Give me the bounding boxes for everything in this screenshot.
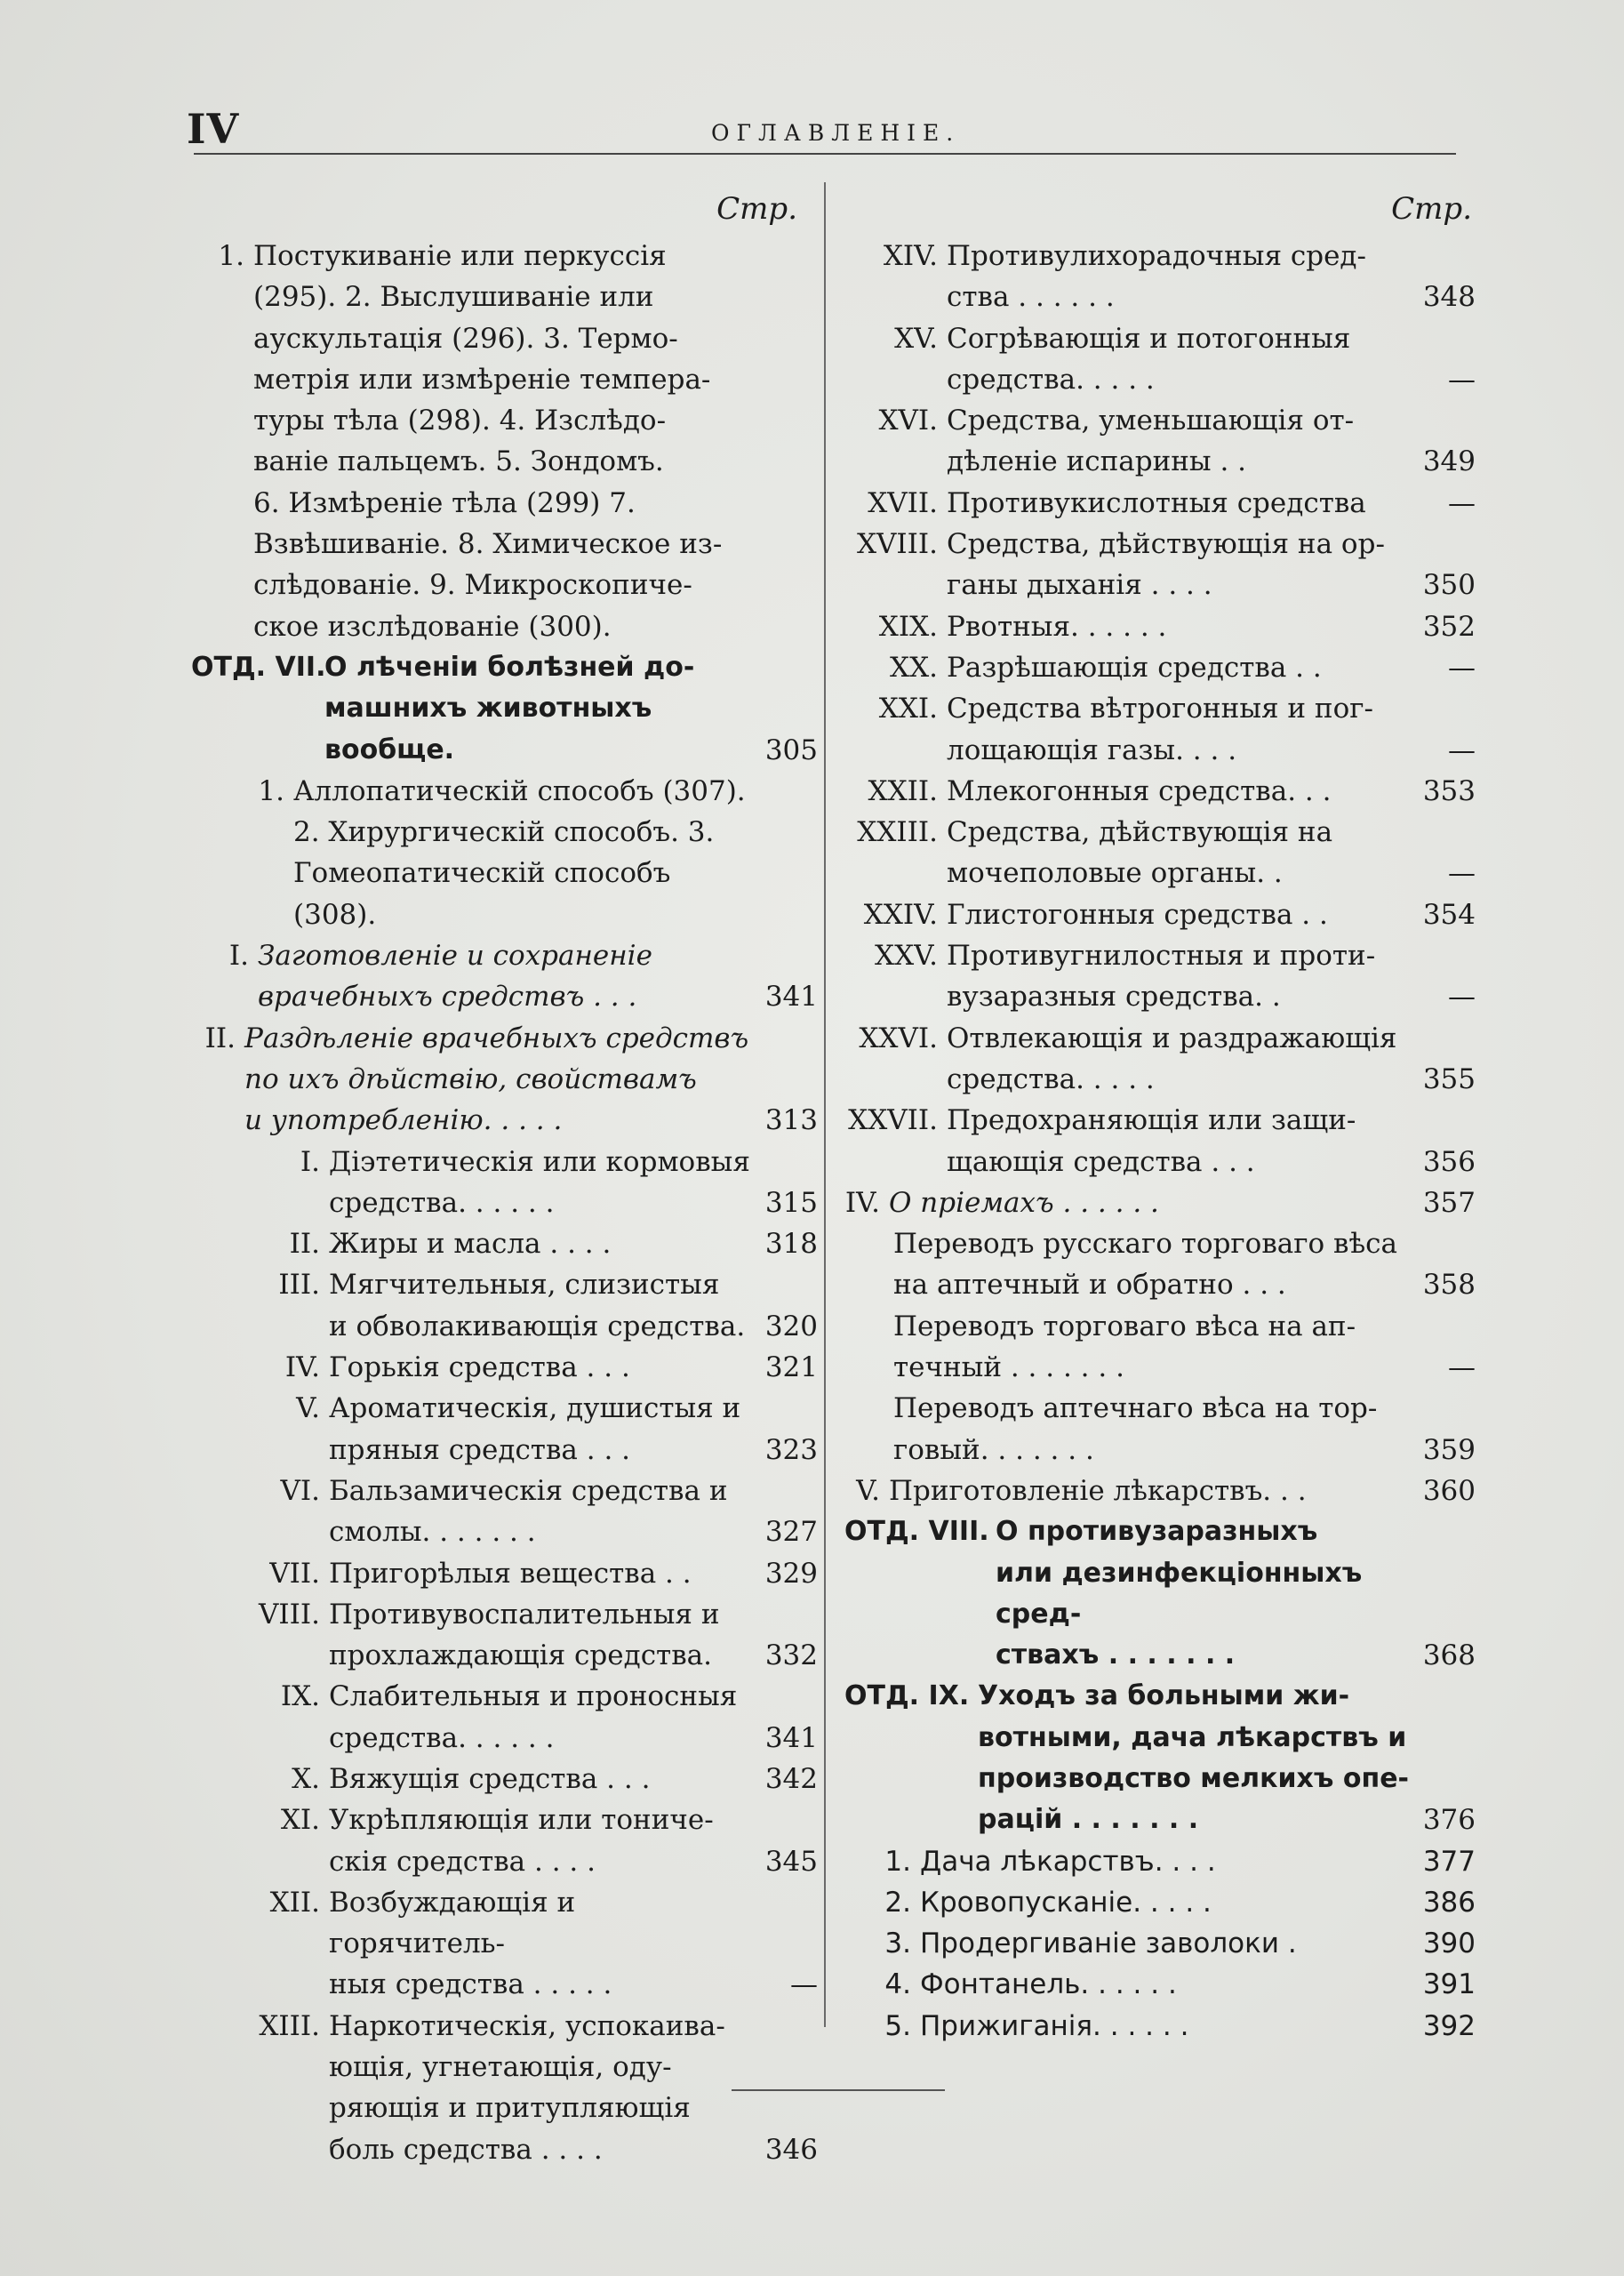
toc-entry	[844, 812, 1476, 894]
toc-entry-title: Рвотныя. . . . . .	[947, 610, 1167, 643]
toc-entry-number: X.	[292, 1762, 320, 1795]
toc-entry-page: 359	[1422, 1433, 1476, 1466]
toc-entry-title: Переводъ аптечнаго вѣса на тор- говый. . . . . . .	[893, 1392, 1378, 1466]
toc-entry-page: 352	[1422, 610, 1476, 643]
toc-entry-title: Пригорѣлыя вещества . .	[329, 1557, 692, 1590]
toc-entry-number: II.	[204, 1022, 236, 1054]
toc-entry-number: V.	[856, 1474, 880, 1507]
toc-entry	[844, 483, 1476, 524]
toc-entry	[844, 236, 1476, 318]
toc-entry-number: 2.	[884, 1886, 911, 1919]
toc-entry-page: 354	[1422, 898, 1476, 931]
toc-entry-title: Вяжущія средства . . .	[329, 1762, 651, 1795]
toc-entry	[191, 1471, 818, 1553]
toc-entry	[844, 935, 1476, 1018]
toc-entry-page: 368	[1422, 1639, 1476, 1672]
toc-entry-title: Наркотическія, успокаива- ющія, угнетающія, оду- ряющія и притупляющія боль средства . . . .	[329, 2009, 725, 2166]
toc-entry-number: XVIII.	[856, 528, 938, 561]
toc-entry-title: О пріемахъ . . . . . .	[889, 1186, 1159, 1219]
toc-entry-title: Переводъ русскаго торговаго вѣса на аптечный и обратно . . .	[893, 1228, 1398, 1302]
toc-entry-page: 305	[764, 733, 818, 766]
toc-entry-number: ОТД. VIII.	[844, 1516, 989, 1548]
toc-entry-number	[844, 1223, 893, 1306]
toc-entry-page: —	[1448, 857, 1476, 890]
page-number: IV	[187, 105, 240, 153]
toc-entry-number: XX.	[890, 651, 938, 684]
toc-entry-number: IX.	[280, 1680, 320, 1713]
toc-entry-number	[844, 1306, 893, 1389]
toc-entry	[844, 400, 1476, 483]
toc-entry	[191, 1759, 818, 1799]
toc-entry-page: 315	[764, 1186, 818, 1219]
toc-entry	[844, 1182, 1476, 1223]
toc-entry	[844, 1018, 1476, 1101]
column-divider	[824, 182, 826, 2027]
toc-entry-page: —	[1448, 981, 1476, 1014]
toc-entry-page: 320	[764, 1310, 818, 1342]
toc-entry-page: 345	[764, 1845, 818, 1878]
toc-entry	[191, 1264, 818, 1347]
toc-entry-title: Діэтетическія или кормовыя средства. . . . . .	[329, 1145, 750, 1219]
toc-entry	[191, 1799, 818, 1882]
toc-entry-page: 386	[1422, 1886, 1476, 1919]
toc-entry-title: Разрѣшающія средства . .	[947, 651, 1322, 684]
toc-entry-title: О противузаразныхъ или дезинфекціонныхъ сред- ствахъ . . . . . . .	[996, 1516, 1363, 1671]
toc-left-list	[191, 236, 818, 2170]
toc-entry	[844, 1223, 1476, 1306]
toc-entry	[844, 1471, 1476, 1511]
toc-entry-page: 327	[764, 1516, 818, 1549]
toc-entry	[844, 688, 1476, 771]
toc-entry-number: 4.	[884, 1968, 911, 2001]
toc-entry-title: Средства, уменьшающія от- дѣленіе испарины . .	[947, 405, 1355, 478]
toc-entry	[844, 1841, 1476, 1882]
toc-entry-page: 321	[764, 1351, 818, 1384]
toc-entry	[191, 1882, 818, 2006]
toc-entry	[844, 1100, 1476, 1182]
toc-entry-title: Аллопатическій способъ (307). 2. Хирургическій способъ. 3. Гомеопатическій способъ (308).	[293, 774, 746, 931]
toc-entry-title: Средства вѣтрогонныя и пог- лощающія газы. . . .	[947, 693, 1373, 766]
toc-entry	[844, 1882, 1476, 1923]
toc-entry-title: Глистогонныя средства . .	[947, 898, 1328, 931]
toc-entry-title: Бальзамическія средства и смолы. . . . . . .	[329, 1474, 728, 1549]
toc-entry-number: VI.	[280, 1474, 320, 1507]
toc-entry-title: Мягчительныя, слизистыя и обволакивающія средства.	[329, 1269, 746, 1342]
toc-entry	[844, 1306, 1476, 1389]
toc-entry-page: 356	[1422, 1145, 1476, 1178]
toc-entry-number: ОТД. IX.	[844, 1680, 970, 1712]
running-title: ОГЛАВЛЕНІЕ.	[711, 120, 961, 146]
toc-entry	[844, 606, 1476, 647]
toc-entry	[191, 935, 818, 1018]
toc-entry	[844, 1923, 1476, 1964]
toc-entry	[844, 1388, 1476, 1471]
toc-entry-title: Ароматическія, душистыя и пряныя средства . . .	[329, 1392, 741, 1466]
toc-entry-title: Противулихорадочныя сред- ства . . . . . .	[947, 240, 1366, 314]
toc-entry-page: 360	[1422, 1474, 1476, 1507]
toc-entry-page: 348	[1422, 281, 1476, 314]
toc-entry-title: Дача лѣкарствъ. . . .	[920, 1845, 1216, 1878]
toc-entry-number: I.	[300, 1145, 320, 1178]
toc-entry-page: 355	[1422, 1062, 1476, 1095]
toc-entry	[191, 1018, 818, 1142]
toc-entry-number: XVII.	[868, 486, 938, 519]
toc-entry-number: XXV.	[875, 940, 938, 973]
toc-entry-page: 349	[1422, 445, 1476, 478]
toc-entry-title: Противувоспалительныя и прохлаждающія средства.	[329, 1598, 720, 1672]
toc-entry-title: Отвлекающія и раздражающія средства. . . . .	[947, 1022, 1397, 1095]
toc-entry-number: XVI.	[878, 405, 938, 437]
toc-entry-page: 342	[764, 1762, 818, 1795]
toc-entry-number: IV.	[284, 1351, 320, 1384]
toc-entry-number: IV.	[844, 1186, 880, 1219]
toc-entry-number: 3.	[884, 1927, 911, 1960]
toc-entry-page: —	[1448, 733, 1476, 766]
toc-entry	[844, 894, 1476, 935]
toc-entry	[844, 524, 1476, 606]
toc-right-column	[844, 182, 1476, 2047]
toc-entry-title: Жиры и масла . . . .	[329, 1228, 612, 1261]
toc-right-list	[844, 236, 1476, 2047]
toc-entry-title: Уходъ за больными жи- вотными, дача лѣкарствъ и производство мелкихъ опе- рацій . . . . . . .	[978, 1680, 1409, 1836]
toc-entry-page: 350	[1422, 569, 1476, 602]
toc-entry-number: V.	[296, 1392, 320, 1425]
toc-entry-page: 377	[1422, 1845, 1476, 1878]
toc-entry	[191, 1553, 818, 1594]
toc-entry	[191, 1388, 818, 1471]
toc-entry-title: Млекогонныя средства. . .	[947, 774, 1332, 807]
toc-entry-page: 341	[764, 981, 818, 1014]
toc-entry	[191, 1594, 818, 1677]
toc-entry-number: XIX.	[878, 610, 938, 643]
toc-entry-title: Согрѣвающія и потогонныя средства. . . . .	[947, 322, 1351, 396]
toc-entry-number: XXVII.	[848, 1104, 938, 1137]
toc-left-column	[191, 182, 818, 2170]
toc-entry-title: Заготовленіе и сохраненіе врачебныхъ средствъ . . .	[258, 940, 652, 1014]
toc-entry	[191, 1676, 818, 1759]
toc-entry-number: XII.	[269, 1886, 320, 1919]
toc-entry-page: 313	[764, 1104, 818, 1137]
toc-entry	[191, 1142, 818, 1224]
toc-entry-page: 323	[764, 1433, 818, 1466]
toc-entry	[191, 1347, 818, 1388]
toc-entry-number: 1.	[884, 1845, 911, 1878]
toc-entry-page: 376	[1422, 1804, 1476, 1837]
toc-entry	[844, 2006, 1476, 2047]
toc-entry-title: Постукиваніе или перкуссія (295). 2. Выслушиваніе или аускультація (296). 3. Термо- метрія или измѣреніе темпера- туры тѣла (298). 4. Изслѣдо- ваніе пальцемъ. 5. Зондомъ. 6. Измѣреніе тѣла (299) 7. Взвѣшиваніе. 8. Химическое из- слѣдованіе. 9. Микроскопиче- ское изслѣдованіе (300).	[253, 240, 723, 643]
toc-entry-page: 392	[1422, 2009, 1476, 2042]
toc-entry-number: 1.	[258, 774, 284, 807]
toc-entry-page: 341	[764, 1721, 818, 1754]
toc-entry	[844, 771, 1476, 812]
toc-entry-title: Укрѣпляющія или тониче- скія средства . . . .	[329, 1804, 714, 1878]
toc-entry-title: Противукислотныя средства	[947, 486, 1366, 519]
toc-entry-title: Средства, дѣйствующія на ор- ганы дыханія . . . .	[947, 528, 1385, 602]
toc-entry-page: 332	[764, 1639, 818, 1672]
toc-entry-page: 391	[1422, 1968, 1476, 2001]
toc-entry-page: —	[1448, 486, 1476, 519]
toc-entry-number: XXIII.	[857, 816, 938, 849]
toc-entry-title: Средства, дѣйствующія на мочеполовые органы. .	[947, 816, 1333, 890]
toc-entry	[191, 647, 818, 771]
toc-entry-number: XXI.	[878, 693, 938, 725]
toc-entry	[844, 647, 1476, 688]
toc-entry-page: 358	[1422, 1269, 1476, 1302]
toc-entry	[191, 1223, 818, 1264]
toc-entry-page: 318	[764, 1228, 818, 1261]
header-rule	[194, 153, 1456, 155]
toc-entry-page: —	[1448, 363, 1476, 396]
toc-entry-title: Предохраняющія или защи- щающія средства . . .	[947, 1104, 1356, 1178]
toc-entry-title: Переводъ торговаго вѣса на ап- течный . . . . . . .	[893, 1310, 1356, 1384]
toc-entry-title: Раздѣленіе врачебныхъ средствъ по ихъ дѣйствію, свойствамъ и употребленію. . . . .	[244, 1022, 749, 1137]
toc-entry-number: XXIV.	[863, 898, 938, 931]
toc-entry	[191, 236, 818, 647]
toc-entry-page: 390	[1422, 1927, 1476, 1960]
toc-entry-page: 329	[764, 1557, 818, 1590]
toc-entry	[844, 1964, 1476, 2005]
toc-entry	[191, 2006, 818, 2170]
toc-entry	[844, 318, 1476, 401]
toc-entry-page: 353	[1422, 774, 1476, 807]
toc-entry-number: XV.	[894, 322, 938, 355]
toc-entry-page: 357	[1422, 1186, 1476, 1219]
toc-entry-page: 346	[764, 2133, 818, 2166]
toc-entry-title: Слабительныя и проносныя средства. . . . . .	[329, 1680, 738, 1754]
toc-entry-page: —	[1448, 1351, 1476, 1384]
toc-entry-title: Возбуждающія и горячитель- ныя средства . . . . .	[329, 1886, 612, 2001]
toc-entry-number: I.	[228, 940, 249, 973]
toc-entry-number: 1.	[218, 240, 244, 272]
toc-entry-number: XI.	[280, 1804, 320, 1837]
toc-entry-number: 5.	[884, 2009, 911, 2042]
toc-entry-number: II.	[289, 1228, 320, 1261]
toc-entry	[844, 1676, 1476, 1840]
toc-entry-title: Горькія средства . . .	[329, 1351, 630, 1384]
toc-entry-title: Приготовленіе лѣкарствъ. . .	[889, 1474, 1307, 1507]
toc-entry-title: Продергиваніе заволоки .	[920, 1927, 1297, 1960]
toc-entry-number: XIV.	[883, 240, 938, 272]
toc-entry-number: ОТД. VII.	[191, 651, 326, 683]
toc-entry-number: III.	[278, 1269, 320, 1302]
toc-entry-number: VIII.	[259, 1598, 320, 1631]
toc-entry-title: Противугнилостныя и проти- вузаразныя средства. .	[947, 940, 1376, 1014]
page-column-heading: Стр.	[716, 191, 797, 227]
toc-entry-number: VII.	[269, 1557, 320, 1590]
toc-entry-number	[844, 1388, 893, 1471]
toc-entry-title: О лѣченіи болѣзней до- машнихъ животныхъ вообще.	[324, 651, 695, 765]
toc-entry-page: —	[1448, 651, 1476, 684]
toc-entry-title: Кровопусканіе. . . . .	[920, 1886, 1212, 1919]
toc-entry	[191, 771, 818, 935]
toc-entry-title: Фонтанель. . . . . .	[920, 1968, 1177, 2001]
toc-entry-number: XXVI.	[859, 1022, 938, 1054]
page-column-heading: Стр.	[1391, 191, 1472, 227]
toc-entry-page: —	[790, 1968, 818, 2001]
toc-entry-number: XXII.	[868, 774, 938, 807]
toc-entry-number: XIII.	[259, 2009, 320, 2042]
toc-entry	[844, 1511, 1476, 1676]
toc-entry-title: Прижиганія. . . . . .	[920, 2009, 1189, 2042]
